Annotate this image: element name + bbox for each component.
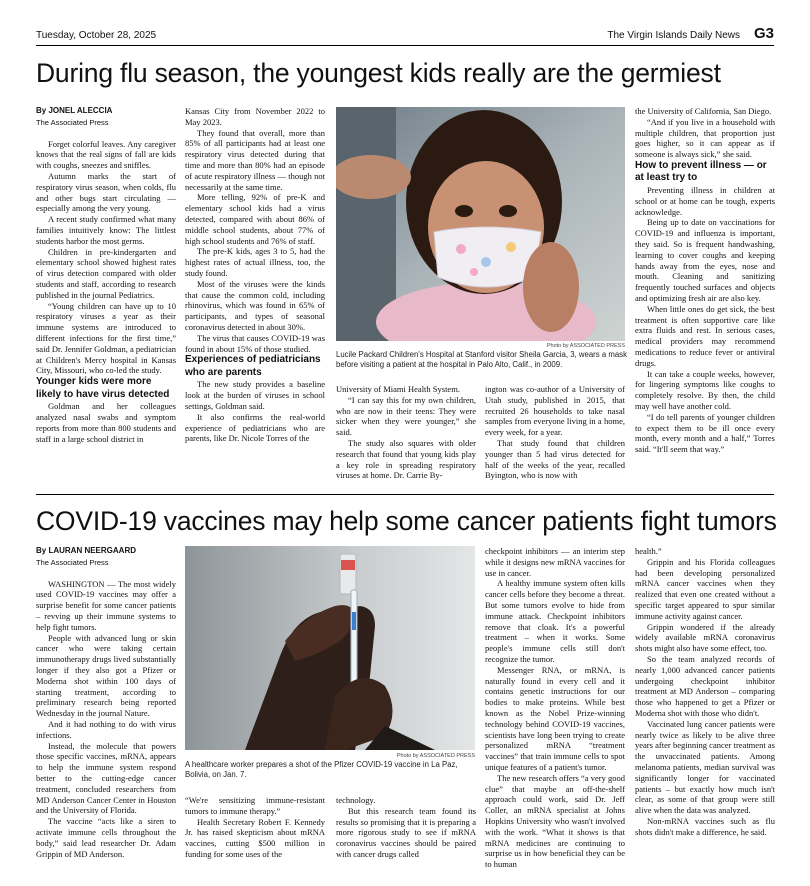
story2-photo [185, 546, 475, 750]
paragraph: Instead, the molecule that powers those specific vaccines, mRNA, appears to help the immune system respond better to the cutting-edge cancer treatment, concluded researchers from MD Anderson Cancer Center in Houston and the University of Florida. [36, 740, 176, 816]
paragraph: The new study provides a baseline look at the burden of viruses in school settings, Goldman said. [185, 379, 325, 411]
paragraph: But this research team found its results so promising that it is preparing a more rigorous study to see if mRNA coronavirus vaccines should be paired with cancer drugs called [336, 805, 476, 859]
paragraph: That study found that children younger than 5 had virus detected for half of the weeks of the year, recalled Byington, who is now with [485, 437, 625, 481]
paragraph: “I do tell parents of younger children to expect them to be ill once every month, every month and a half,” Torres said. “It'll seem that way.” [635, 411, 775, 455]
subheading: How to prevent illness — or at least try to [635, 159, 767, 184]
paragraph: The new research offers “a very good clue” that maybe an off-the-shelf approach could work, said Dr. Jeff Coller, an mRNA specialist at Johns Hopkins University who wasn't involved with the work. “What it shows is that mRNA medicines are continuing to surprise us in how beneficial they can be to human [485, 772, 625, 870]
story2-column-2 [185, 795, 325, 880]
story2-column-1 [36, 546, 176, 880]
vaccine-syringe-image [185, 546, 475, 750]
paragraph: ington was co-author of a University of Utah study, published in 2015, that recruited 26 households to take nasal samples from everyone living in a home, every week, for a year. [485, 384, 625, 438]
story1-photo-credit: Photo by ASSOCIATED PRESS [546, 343, 625, 349]
story2-column-5 [635, 546, 775, 880]
story1-column-2 [185, 106, 325, 490]
story1-headline: During flu season, the youngest kids really are the germiest [36, 58, 721, 88]
paragraph: Most of the viruses were the kinds that cause the common cold, including rhinovirus, which was found in 65% of participants, and types of seasonal coronavirus detected in about 30%. [185, 278, 325, 332]
story1-byline: By JONEL ALECCIA [36, 106, 113, 115]
paragraph: They found that overall, more than 85% of all participants had at least one respiratory virus detected during that time and more than 80% had an episode of acute respiratory illness — though not necessarily at the same time. [185, 127, 325, 192]
paragraph: Messenger RNA, or mRNA, is naturally found in every cell and it contains genetic instructions for our bodies to make proteins. While best known as the Nobel Prize-winning technology behind COVID-19 vaccines, scientists have long been trying to create personalized mRNA “treatment vaccines” that train immune cells to spot unique features of a patient's tumor. [485, 664, 625, 772]
paragraph: Vaccinated lung cancer patients were nearly twice as likely to be alive three years after beginning cancer treatment as the unvaccinated patients. Among melanoma patients, median survival was significantly longer for vaccinated patients – but exactly how much isn't clear, as some of that group were still alive when the data was analyzed. [635, 718, 775, 816]
paragraph: Forget colorful leaves. Any caregiver knows that the real signs of fall are kids with coughs, sneezes and sniffles. [36, 138, 176, 171]
story2-caption: A healthcare worker prepares a shot of the Pfizer COVID-19 vaccine in La Paz, Bolivia, on Jan. 7. [185, 760, 458, 779]
story2-column-4 [485, 546, 625, 880]
paragraph: The pre-K kids, ages 3 to 5, had the highest rates of actual illness, too, the study found. [185, 246, 325, 278]
header-rule [36, 45, 774, 46]
page-header [36, 27, 774, 43]
paragraph: Goldman and her colleagues analyzed nasal swabs and symptom reports from more than 800 students and staff in a large school district in [36, 401, 176, 444]
story1-column-4 [485, 384, 625, 490]
paragraph: Non-mRNA vaccines such as flu shots didn't make a difference, he said. [635, 815, 775, 837]
story1-caption: Lucile Packard Children's Hospital at Stanford visitor Sheila Garcia, 3, wears a mask before visiting a patient at the hospital in Palo Alto, Calif., in 2009. [336, 350, 627, 369]
paragraph: University of Miami Health System. [336, 384, 460, 394]
paragraph: Grippin wondered if the already widely available mRNA coronavirus shots might also have some effect, too. [635, 621, 775, 654]
story-divider [36, 494, 774, 495]
paragraph: health.” [635, 546, 662, 556]
paragraph: the University of California, San Diego. [635, 106, 772, 116]
story2-headline: COVID-19 vaccines may help some cancer patients fight tumors [36, 506, 777, 536]
paragraph: “I can say this for my own children, who are now in their teens: They were sicker when they were younger,” she said. [336, 394, 476, 438]
paragraph: The study also squares with older research that found that young kids play a key role in spreading respiratory viruses at home. Dr. Carrie By- [336, 437, 476, 481]
paragraph: Preventing illness in children at school or at home can be tough, experts acknowledge. [635, 184, 775, 217]
paragraph: Children in pre-kindergarten and elementary school showed highest rates of virus detection compared with older students and staff, according to research published in the journal Pediatrics. [36, 246, 176, 300]
paragraph: Kansas City from November 2022 to May 2023. [185, 106, 325, 127]
paragraph: Health Secretary Robert F. Kennedy Jr. has raised skepticism about mRNA vaccines, cutting $500 million in funding for some uses of the [185, 816, 325, 859]
newspaper-name: The Virgin Islands Daily News [607, 30, 740, 41]
story1-agency: The Associated Press [36, 117, 109, 127]
paragraph: Grippin and his Florida colleagues had been developing personalized mRNA cancer vaccines when they realized that even one created without a specific target appeared to spur similar immune activity against cancer. [635, 556, 775, 621]
paragraph: People with advanced lung or skin cancer who were taking certain immunotherapy drugs lived substantially longer if they also got a Pfizer or Moderna shot within 100 days of starting treatment, according to preliminary research being reported Wednesday in the journal Nature. [36, 632, 176, 719]
story1-column-1 [36, 106, 176, 490]
paragraph: Autumn marks the start of respiratory virus season, when colds, flu and other bugs start circulating — especially among the very young. [36, 170, 176, 214]
paragraph: It also confirms the real-world experience of pediatricians who are parents, like Dr. Nicole Torres of the [185, 411, 325, 444]
paragraph: Being up to date on vaccinations for COVID-19 and influenza is important, they said. So is frequent handwashing, learning to cover coughs and keeping hands away from the eyes, nose and mouth. Cleaning and sanitizing frequently touched surfaces and objects and optimizing fresh air are also key. [635, 217, 775, 303]
issue-date: Tuesday, October 28, 2025 [36, 30, 157, 41]
paragraph: WASHINGTON — The most widely used COVID-19 vaccines may offer a surprise benefit for some cancer patients – revving up their immune systems to help fight tumors. [36, 578, 176, 632]
paragraph: “We're sensitizing immune-resistant tumors to immune therapy.” [185, 795, 325, 816]
story1-column-3 [336, 384, 476, 490]
paragraph: It can take a couple weeks, however, for lingering symptoms like coughs to completely resolve. By then, the child may well have another cold. [635, 368, 775, 411]
paragraph: So the team analyzed records of nearly 1,000 advanced cancer patients undergoing checkpoint inhibitor treatment at MD Anderson – comparing those who happened to get a Pfizer or Moderna shot with those who didn't. [635, 653, 775, 718]
subheading: Younger kids were more likely to have virus detected [36, 376, 170, 400]
story2-byline: By LAURAN NEERGAARD [36, 546, 137, 555]
paragraph: The vaccine “acts like a siren to activate immune cells throughout the body,” said lead researcher Dr. Adam Grippin of MD Anderson. [36, 816, 176, 859]
girl-in-mask-image [336, 107, 625, 341]
paragraph: technology. [336, 795, 376, 805]
subheading: Experiences of pediatricians who are parents [185, 354, 321, 378]
story1-column-5 [635, 106, 775, 490]
paragraph: checkpoint inhibitors — an interim step while it designs new mRNA vaccines for use in cancer. [485, 546, 625, 578]
story2-photo-credit: Photo by ASSOCIATED PRESS [396, 753, 475, 759]
paragraph: A healthy immune system often kills cancer cells before they become a threat. But some tumors evolve to hide from immune attack. Checkpoint inhibitors remove that cloak. It's a powerful treatment – when it works. Some people's immune cells still don't recognize the tumor. [485, 578, 625, 664]
paragraph: More telling, 92% of pre-K and elementary school kids had a virus detected, compared with about 86% of middle school students, about 77% of high school students and 76% of staff. [185, 192, 325, 246]
page-number: G3 [753, 25, 774, 42]
paragraph: “And if you live in a household with multiple children, that proportion just goes higher, so it can appear as if someone is always sick,” she said. [635, 116, 775, 160]
paragraph: The virus that causes COVID-19 was found in about 15% of those studied. [185, 332, 325, 354]
paragraph: “Young children can have up to 10 respiratory viruses a year as their immune systems are introduced to different infections for the first time,” said Dr. Jennifer Goldman, a pediatrician at Children's Mercy hospital in Kansas City, Missouri, who co-led the study. [36, 300, 176, 376]
paragraph: And it had nothing to do with virus infections. [36, 718, 176, 740]
paragraph: When little ones do get sick, the best treatment is often supportive care like extra fluids and rest. In serious cases, medical providers may recommend medications to reduce fever or antiviral drugs. [635, 303, 775, 368]
story2-column-3 [336, 795, 476, 880]
paragraph: A recent study confirmed what many families intuitively know: The littlest students harbor the most germs. [36, 214, 176, 246]
story2-agency: The Associated Press [36, 557, 109, 567]
story1-photo [336, 107, 625, 341]
